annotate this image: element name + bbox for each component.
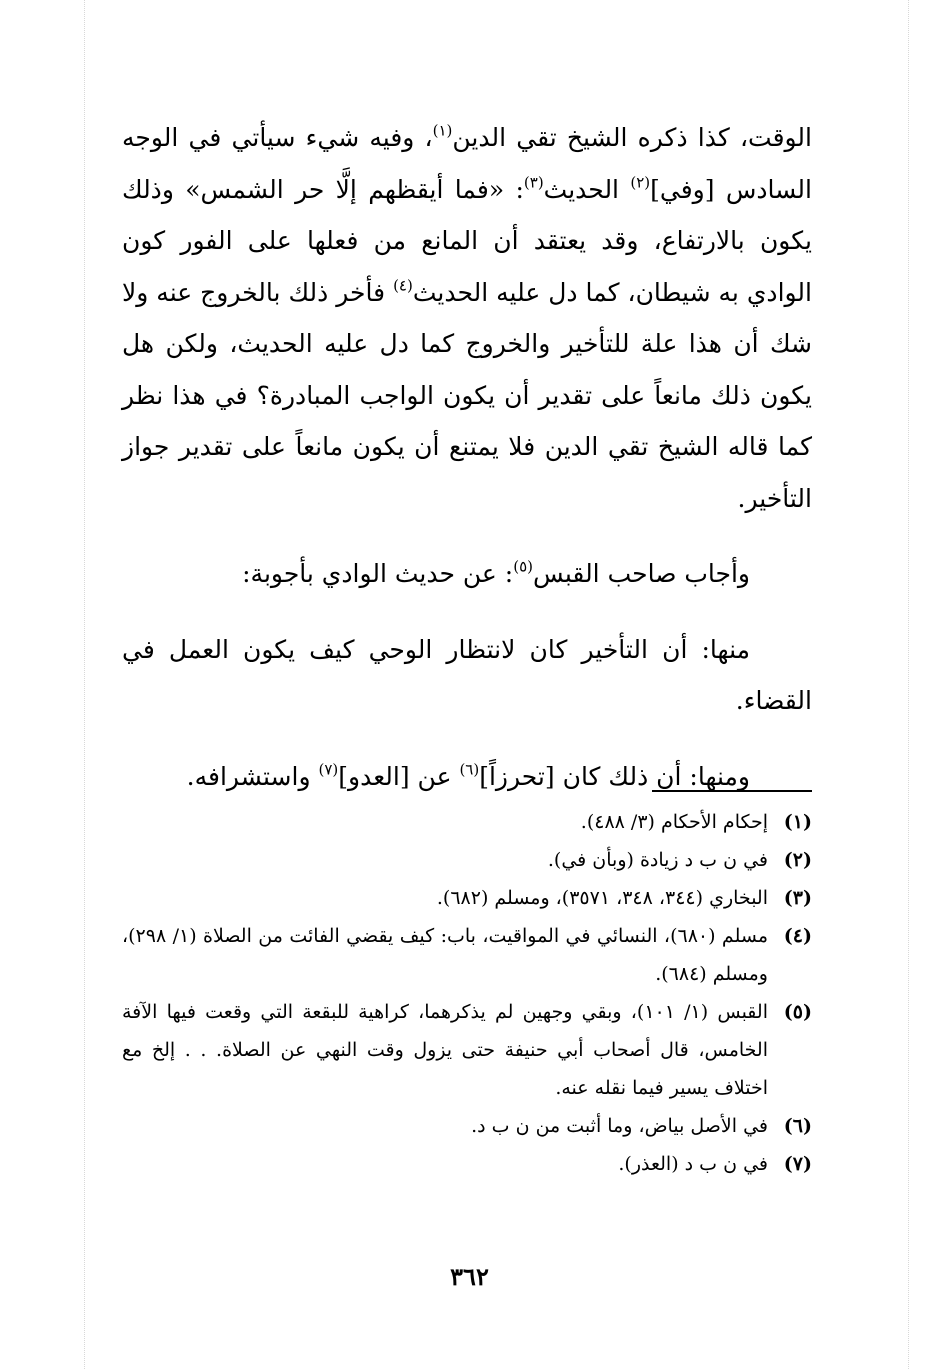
text-run: عن [العدو] bbox=[338, 761, 460, 791]
footnote-7 bbox=[122, 1145, 812, 1183]
footnote-ref-4: (٤) bbox=[393, 276, 413, 294]
footnote-2 bbox=[122, 841, 812, 879]
footnote-number: (١) bbox=[783, 811, 812, 833]
footnote-3 bbox=[122, 879, 812, 917]
footnote-number: (٢) bbox=[783, 849, 812, 871]
footnote-number: (٣) bbox=[783, 887, 812, 909]
scan-margin-left bbox=[84, 0, 88, 1369]
paragraph-1 bbox=[122, 112, 812, 524]
footnote-text: القبس (١/ ١٠١)، وبقي وجهين لم يذكرهما، كراهية للبقعة التي وقعت فيها الآفة الخامس، قال أصحاب أبي حنيفة حتى يزول وقت النهي عن الصلاة. . . إلخ مع اختلاف يسير فيما نقله عنه. bbox=[122, 1001, 768, 1099]
paragraph-2 bbox=[122, 548, 812, 600]
footnote-6 bbox=[122, 1107, 812, 1145]
text-run: : «فما أيقظهم إلَّا حر الشمس» وذلك يكون بالارتفاع، وقد يعتقد أن المانع من فعلها على الفور كون الوادي به شيطان، كما دل عليه الحديث bbox=[122, 174, 812, 307]
footnote-ref-6: (٦) bbox=[459, 760, 480, 778]
page-number: ٣٦٢ bbox=[450, 1262, 489, 1291]
footnote-ref-1: (١) bbox=[432, 121, 453, 140]
paragraph-4 bbox=[122, 751, 812, 803]
footnote-number: (٥) bbox=[783, 1001, 812, 1023]
footnote-text: في ن ب د زيادة (وبأن في). bbox=[547, 849, 768, 871]
text-run: وأجاب صاحب القبس bbox=[533, 559, 750, 588]
footnotes bbox=[122, 803, 812, 1183]
text-run: ومنها: أن ذلك كان [تحرزاً] bbox=[479, 761, 750, 791]
footnote-ref-3: (٣) bbox=[523, 173, 544, 191]
footnote-number: (٦) bbox=[783, 1115, 812, 1137]
text-run: الوقت، كذا ذكره الشيخ تقي الدين bbox=[452, 123, 812, 152]
footnote-text: إحكام الأحكام (٣/ ٤٨٨). bbox=[580, 811, 768, 833]
footnote-5 bbox=[122, 993, 812, 1107]
text-run: واستشرافه. bbox=[186, 761, 319, 791]
text-run: : عن حديث الوادي بأجوبة: bbox=[242, 559, 514, 588]
text-run: الحديث bbox=[543, 174, 631, 204]
text-run: منها: أن التأخير كان لانتظار الوحي كيف يكون العمل في القضاء. bbox=[122, 634, 812, 715]
footnote-number: (٤) bbox=[783, 925, 812, 947]
text-run: فأخر ذلك بالخروج عنه ولا شك أن هذا علة للتأخير والخروج كما دل عليه الحديث، ولكن هل يكون ذلك مانعاً على تقدير أن يكون الواجب المبادرة؟ في هذا نظر كما قاله الشيخ تقي الدين فلا يمتنع أن يكون مانعاً على تقدير جواز التأخير. bbox=[122, 277, 812, 513]
footnote-text: مسلم (٦٨٠)، النسائي في المواقيت، باب: كيف يقضي الفائت من الصلاة (١/ ٢٩٨)، ومسلم (٦٨٤). bbox=[122, 925, 768, 985]
footnote-ref-5: (٥) bbox=[513, 557, 533, 576]
scan-margin-right bbox=[908, 0, 912, 1369]
text-run: ، وفيه شيء سيأتي في الوجه السادس [وفي] bbox=[122, 123, 812, 204]
footnote-text: البخاري (٣٤٤، ٣٤٨، ٣٥٧١)، ومسلم (٦٨٢). bbox=[436, 887, 768, 909]
footnote-text: في الأصل بياض، وما أثبت من ن ب د. bbox=[471, 1115, 768, 1137]
footnote-number: (٧) bbox=[783, 1153, 812, 1175]
main-text bbox=[122, 112, 812, 802]
paragraph-3 bbox=[122, 624, 812, 727]
footnote-ref-2: (٢) bbox=[630, 173, 651, 191]
footnote-text: في ن ب د (العذر). bbox=[618, 1153, 768, 1175]
footnote-ref-7: (٧) bbox=[318, 760, 339, 778]
footnote-4 bbox=[122, 917, 812, 993]
footnote-1 bbox=[122, 803, 812, 841]
footnote-separator bbox=[652, 790, 812, 792]
